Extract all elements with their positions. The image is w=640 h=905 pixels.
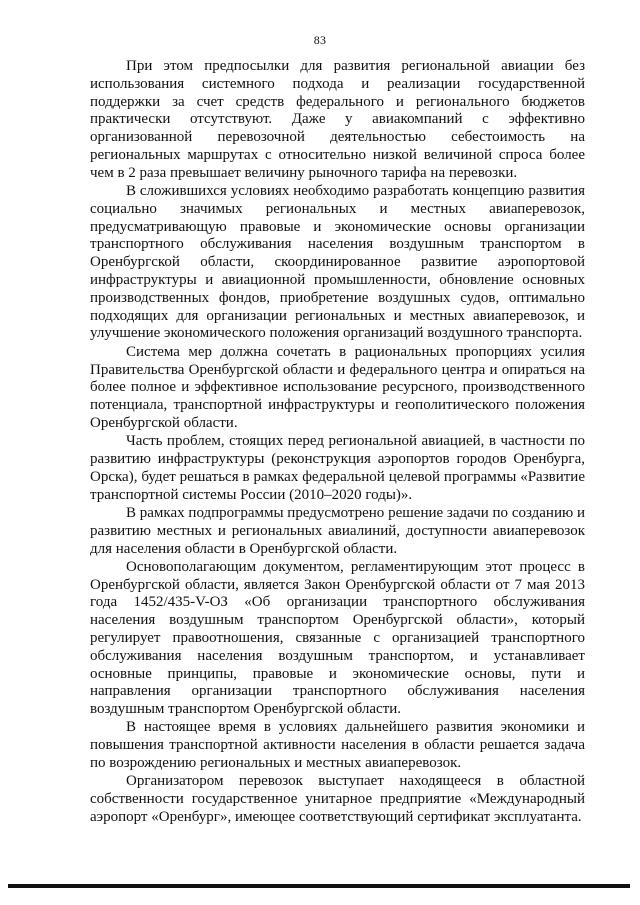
bottom-rule: [8, 884, 630, 888]
document-body: [90, 58, 585, 827]
paragraph-subprogram: В рамках подпрограммы предусмотрено решение задачи по созданию и развитию местных и региональных авиалиний, доступности авиаперевозок для населения области в Оренбургской области.: [90, 504, 585, 557]
page-number: 83: [313, 33, 327, 47]
paragraph-regional-law: Основополагающим документом, регламентирующим этот процесс в Оренбургской области, является Закон Оренбургской области от 7 мая 2013 года 1452/435-V-ОЗ «Об организации транспортного обслуживания населения воздушным транспортом Оренбургской области», который регулирует правоотношения, связанные с организацией транспортного обслуживания населения воздушным транспортом, и устанавливает основные принципы, правовые и экономические основы, пути и направления организации транспортного обслуживания населения воздушным транспортом Оренбургской области.: [90, 558, 585, 718]
paragraph-system-of-measures: Система мер должна сочетать в рациональных пропорциях усилия Правительства Оренбургской области и федерального центра и опираться на более полное и эффективное использование ресурсного, производственного потенциала, транспортной инфраструктуры и геополитического положения Оренбургской области.: [90, 343, 585, 431]
paragraph-concept-development: В сложившихся условиях необходимо разработать концепцию развития социально значимых региональных и местных авиаперевозок, предусматривающую правовые и экономические основы организации транспортного обслуживания населения воздушным транспортом в Оренбургской области, скоординированное развитие аэропортовой инфраструктуры и авиационной промышленности, обновление основных производственных фондов, приобретение воздушных судов, оптимально подходящих для организации региональных и местных авиаперевозок, и улучшение экономического положения организаций воздушного транспорта.: [90, 183, 585, 342]
paragraph-transport-organizer: Организатором перевозок выступает находящееся в областной собственности государственное унитарное предприятие «Международный аэропорт «Оренбург», имеющее соответствующий сертификат эксплуатанта.: [90, 773, 585, 825]
paragraph-regional-aviation-prerequisites: При этом предпосылки для развития региональной авиации без использования системного подхода и реализации государственной поддержки за счет средств федерального и регионального бюджетов практически отсутствуют. Даже у авиакомпаний с эффективно организованной перевозочной деятельностью себестоимость на региональных маршрутах с относительно низкой величиной спроса более чем в 2 раза превышает величину рыночного тарифа на перевозки.: [90, 58, 585, 181]
paragraph-current-situation: В настоящее время в условиях дальнейшего развития экономики и повышения транспортной активности населения в области решается задача по возрождению региональных и местных авиаперевозок.: [90, 719, 585, 772]
paragraph-federal-program: Часть проблем, стоящих перед региональной авиацией, в частности по развитию инфраструктуры (реконструкция аэропортов городов Оренбурга, Орска), будет решаться в рамках федеральной целевой программы «Развитие транспортной системы России (2010–2020 годы)».: [90, 433, 585, 503]
